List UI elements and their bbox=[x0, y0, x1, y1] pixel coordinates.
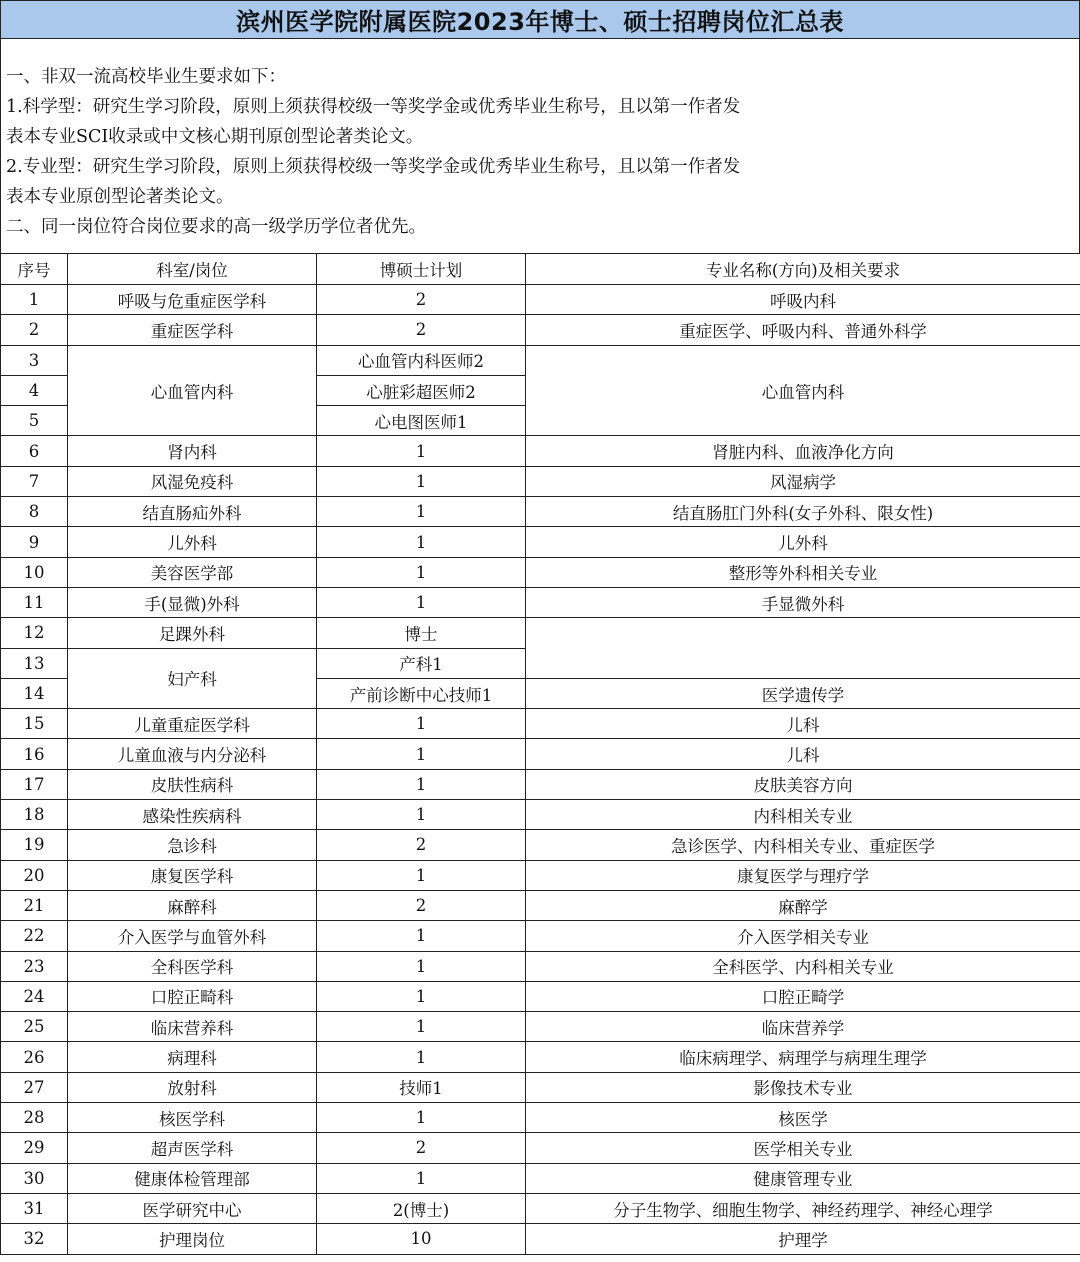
cell-no: 19 bbox=[1, 830, 68, 860]
cell-no: 32 bbox=[1, 1224, 68, 1254]
table-row bbox=[1, 739, 1080, 769]
cell-dept: 儿童重症医学科 bbox=[68, 709, 317, 739]
cell-dept: 风湿免疫科 bbox=[68, 466, 317, 496]
cell-plan: 1 bbox=[317, 709, 526, 739]
cell-no: 30 bbox=[1, 1163, 68, 1193]
cell-requirements: 内科相关专业 bbox=[526, 800, 1080, 830]
cell-no: 3 bbox=[1, 345, 68, 375]
header-plan: 博硕士计划 bbox=[317, 254, 526, 285]
cell-requirements: 儿科 bbox=[526, 709, 1080, 739]
cell-requirements: 分子生物学、细胞生物学、神经药理学、神经心理学 bbox=[526, 1193, 1080, 1223]
table-row bbox=[1, 1224, 1080, 1254]
cell-requirements: 儿科 bbox=[526, 739, 1080, 769]
cell-plan: 1 bbox=[317, 557, 526, 587]
table-row bbox=[1, 709, 1080, 739]
cell-no: 9 bbox=[1, 527, 68, 557]
cell-plan: 2 bbox=[317, 830, 526, 860]
cell-no: 26 bbox=[1, 1042, 68, 1072]
table-row bbox=[1, 1133, 1080, 1163]
cell-dept: 妇产科 bbox=[68, 648, 317, 709]
cell-requirements: 全科医学、内科相关专业 bbox=[526, 951, 1080, 981]
cell-dept: 病理科 bbox=[68, 1042, 317, 1072]
cell-no: 7 bbox=[1, 466, 68, 496]
table-header-row bbox=[1, 254, 1080, 285]
cell-dept: 放射科 bbox=[68, 1072, 317, 1102]
cell-plan: 产科1 bbox=[317, 648, 526, 678]
cell-dept: 皮肤性病科 bbox=[68, 769, 317, 799]
cell-plan: 博士 bbox=[317, 618, 526, 648]
table-row bbox=[1, 981, 1080, 1011]
table-row bbox=[1, 890, 1080, 920]
cell-plan: 心脏彩超医师2 bbox=[317, 375, 526, 405]
header-requirements: 专业名称(方向)及相关要求 bbox=[526, 254, 1080, 285]
cell-dept: 全科医学科 bbox=[68, 951, 317, 981]
table-row bbox=[1, 1103, 1080, 1133]
document-title: 滨州医学院附属医院2023年博士、硕士招聘岗位汇总表 bbox=[0, 0, 1080, 39]
table-row bbox=[1, 497, 1080, 527]
cell-dept: 麻醉科 bbox=[68, 890, 317, 920]
table-row bbox=[1, 769, 1080, 799]
cell-dept: 肾内科 bbox=[68, 436, 317, 466]
table-row bbox=[1, 1012, 1080, 1042]
cell-plan: 1 bbox=[317, 739, 526, 769]
cell-plan: 心血管内科医师2 bbox=[317, 345, 526, 375]
table-row bbox=[1, 830, 1080, 860]
note-line: 二、同一岗位符合岗位要求的高一级学历学位者优先。 bbox=[6, 217, 426, 237]
cell-no: 23 bbox=[1, 951, 68, 981]
table-row bbox=[1, 921, 1080, 951]
cell-requirements: 呼吸内科 bbox=[526, 285, 1080, 315]
note-line: 2.专业型：研究生学习阶段，原则上须获得校级一等奖学金或优秀毕业生称号，且以第一作者发 bbox=[6, 157, 741, 177]
cell-no: 15 bbox=[1, 709, 68, 739]
cell-plan: 1 bbox=[317, 587, 526, 617]
table-row bbox=[1, 860, 1080, 890]
cell-plan: 2 bbox=[317, 285, 526, 315]
cell-no: 13 bbox=[1, 648, 68, 678]
cell-requirements: 风湿病学 bbox=[526, 466, 1080, 496]
cell-dept: 健康体检管理部 bbox=[68, 1163, 317, 1193]
cell-plan: 2 bbox=[317, 1133, 526, 1163]
cell-no: 2 bbox=[1, 315, 68, 345]
cell-dept: 急诊科 bbox=[68, 830, 317, 860]
cell-requirements: 手显微外科 bbox=[526, 587, 1080, 617]
cell-requirements: 核医学 bbox=[526, 1103, 1080, 1133]
note-line: 1.科学型：研究生学习阶段，原则上须获得校级一等奖学金或优秀毕业生称号，且以第一作者发 bbox=[6, 97, 741, 117]
cell-requirements: 影像技术专业 bbox=[526, 1072, 1080, 1102]
cell-no: 21 bbox=[1, 890, 68, 920]
cell-requirements: 护理学 bbox=[526, 1224, 1080, 1254]
cell-no: 28 bbox=[1, 1103, 68, 1133]
table-row bbox=[1, 1163, 1080, 1193]
cell-no: 25 bbox=[1, 1012, 68, 1042]
cell-no: 31 bbox=[1, 1193, 68, 1223]
cell-no: 20 bbox=[1, 860, 68, 890]
cell-plan: 1 bbox=[317, 1163, 526, 1193]
cell-plan: 技师1 bbox=[317, 1072, 526, 1102]
cell-plan: 1 bbox=[317, 921, 526, 951]
cell-requirements: 皮肤美容方向 bbox=[526, 769, 1080, 799]
cell-dept: 结直肠疝外科 bbox=[68, 497, 317, 527]
cell-plan: 2(博士) bbox=[317, 1193, 526, 1223]
table-row bbox=[1, 800, 1080, 830]
cell-plan: 2 bbox=[317, 315, 526, 345]
table-row bbox=[1, 527, 1080, 557]
cell-no: 4 bbox=[1, 375, 68, 405]
cell-no: 27 bbox=[1, 1072, 68, 1102]
cell-no: 22 bbox=[1, 921, 68, 951]
cell-requirements: 重症医学、呼吸内科、普通外科学 bbox=[526, 315, 1080, 345]
cell-no: 1 bbox=[1, 285, 68, 315]
cell-requirements: 整形等外科相关专业 bbox=[526, 557, 1080, 587]
note-line: 表本专业SCI收录或中文核心期刊原创型论著类论文。 bbox=[6, 127, 424, 147]
cell-requirements: 医学遗传学 bbox=[526, 678, 1080, 708]
cell-dept: 感染性疾病科 bbox=[68, 800, 317, 830]
table-row bbox=[1, 436, 1080, 466]
cell-plan: 1 bbox=[317, 769, 526, 799]
table-row bbox=[1, 315, 1080, 345]
cell-plan: 1 bbox=[317, 1103, 526, 1133]
cell-dept: 儿童血液与内分泌科 bbox=[68, 739, 317, 769]
cell-requirements: 急诊医学、内科相关专业、重症医学 bbox=[526, 830, 1080, 860]
cell-requirements: 临床病理学、病理学与病理生理学 bbox=[526, 1042, 1080, 1072]
header-no: 序号 bbox=[1, 254, 68, 285]
table-row bbox=[1, 1193, 1080, 1223]
table-row bbox=[1, 618, 1080, 648]
cell-requirements: 肾脏内科、血液净化方向 bbox=[526, 436, 1080, 466]
cell-dept: 心血管内科 bbox=[68, 345, 317, 436]
cell-plan: 1 bbox=[317, 436, 526, 466]
cell-dept: 呼吸与危重症医学科 bbox=[68, 285, 317, 315]
positions-table bbox=[0, 253, 1080, 1255]
cell-plan: 10 bbox=[317, 1224, 526, 1254]
cell-requirements: 口腔正畸学 bbox=[526, 981, 1080, 1011]
cell-plan: 心电图医师1 bbox=[317, 406, 526, 436]
note-line: 一、非双一流高校毕业生要求如下： bbox=[6, 67, 286, 87]
cell-no: 6 bbox=[1, 436, 68, 466]
cell-no: 29 bbox=[1, 1133, 68, 1163]
cell-requirements: 心血管内科 bbox=[526, 345, 1080, 436]
cell-no: 12 bbox=[1, 618, 68, 648]
table-row bbox=[1, 1072, 1080, 1102]
cell-requirements: 临床营养学 bbox=[526, 1012, 1080, 1042]
cell-plan: 1 bbox=[317, 981, 526, 1011]
table-row bbox=[1, 466, 1080, 496]
cell-requirements: 结直肠肛门外科(女子外科、限女性) bbox=[526, 497, 1080, 527]
cell-dept: 重症医学科 bbox=[68, 315, 317, 345]
table-row bbox=[1, 587, 1080, 617]
table-row bbox=[1, 285, 1080, 315]
cell-plan: 1 bbox=[317, 497, 526, 527]
cell-requirements: 麻醉学 bbox=[526, 890, 1080, 920]
cell-requirements: 儿外科 bbox=[526, 527, 1080, 557]
cell-no: 11 bbox=[1, 587, 68, 617]
cell-dept: 临床营养科 bbox=[68, 1012, 317, 1042]
table-row bbox=[1, 557, 1080, 587]
requirements-notes bbox=[0, 39, 1080, 253]
cell-dept: 口腔正畸科 bbox=[68, 981, 317, 1011]
cell-dept: 核医学科 bbox=[68, 1103, 317, 1133]
cell-dept: 医学研究中心 bbox=[68, 1193, 317, 1223]
cell-plan: 1 bbox=[317, 1042, 526, 1072]
cell-dept: 康复医学科 bbox=[68, 860, 317, 890]
cell-dept: 足踝外科 bbox=[68, 618, 317, 648]
cell-requirements bbox=[526, 618, 1080, 679]
cell-no: 17 bbox=[1, 769, 68, 799]
table-body bbox=[1, 285, 1080, 1255]
cell-requirements: 介入医学相关专业 bbox=[526, 921, 1080, 951]
cell-no: 10 bbox=[1, 557, 68, 587]
cell-plan: 产前诊断中心技师1 bbox=[317, 678, 526, 708]
cell-dept: 介入医学与血管外科 bbox=[68, 921, 317, 951]
cell-no: 24 bbox=[1, 981, 68, 1011]
cell-dept: 护理岗位 bbox=[68, 1224, 317, 1254]
cell-plan: 1 bbox=[317, 527, 526, 557]
cell-no: 8 bbox=[1, 497, 68, 527]
cell-requirements: 健康管理专业 bbox=[526, 1163, 1080, 1193]
cell-no: 5 bbox=[1, 406, 68, 436]
cell-no: 18 bbox=[1, 800, 68, 830]
cell-plan: 1 bbox=[317, 466, 526, 496]
cell-plan: 1 bbox=[317, 1012, 526, 1042]
cell-plan: 1 bbox=[317, 860, 526, 890]
cell-dept: 儿外科 bbox=[68, 527, 317, 557]
header-dept: 科室/岗位 bbox=[68, 254, 317, 285]
note-line: 表本专业原创型论著类论文。 bbox=[6, 187, 234, 207]
cell-requirements: 康复医学与理疗学 bbox=[526, 860, 1080, 890]
cell-no: 14 bbox=[1, 678, 68, 708]
cell-dept: 超声医学科 bbox=[68, 1133, 317, 1163]
table-row bbox=[1, 951, 1080, 981]
cell-dept: 美容医学部 bbox=[68, 557, 317, 587]
cell-requirements: 医学相关专业 bbox=[526, 1133, 1080, 1163]
cell-no: 16 bbox=[1, 739, 68, 769]
cell-plan: 1 bbox=[317, 951, 526, 981]
cell-dept: 手(显微)外科 bbox=[68, 587, 317, 617]
cell-plan: 2 bbox=[317, 890, 526, 920]
table-row bbox=[1, 345, 1080, 375]
cell-plan: 1 bbox=[317, 800, 526, 830]
table-row bbox=[1, 1042, 1080, 1072]
